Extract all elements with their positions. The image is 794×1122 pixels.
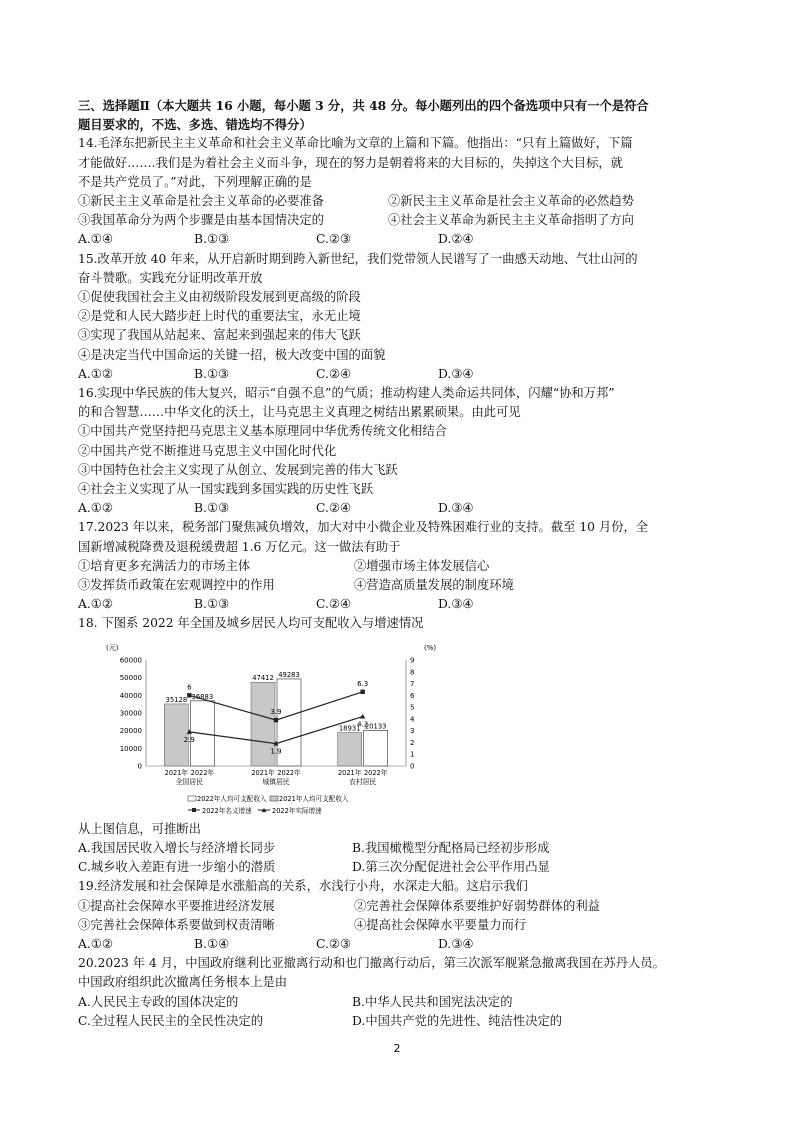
x-year-label-2022: 2022年 [363,768,388,777]
exam-page [78,96,718,1031]
q20-option-c[interactable]: C.全过程人民民主的全民性决定的 [78,1013,264,1028]
q17-statement-1: ①培育更多充满活力的市场主体 [78,558,251,573]
q16-option-b[interactable]: B.①③ [194,501,229,516]
q16-option-d[interactable]: D.③④ [438,501,474,516]
legend-label-nominal: 2022年名义增速 [202,806,252,815]
y2-tick-label: 1 [410,750,415,759]
q18-prompt: 从上图信息，可推断出 [78,821,201,836]
q15-statement-4: ④是决定当代中国命运的关键一招，极大改变中国的面貌 [78,347,386,362]
q19-statements-row-1 [78,897,718,916]
q16-statement-3: ③中国特色社会主义实现了从创立、发展到完善的伟大飞跃 [78,462,398,477]
section-heading-line-2: 题目要求的，不选、多选、错选均不得分） [78,117,312,133]
q17-statement-2: ②增强市场主体发展信心 [354,558,490,573]
q17-option-d[interactable]: D.③④ [438,597,474,612]
q15-option-b[interactable]: B.①③ [194,366,229,381]
bar-2022-income [364,730,388,766]
q20-option-d[interactable]: D.中国共产党的先进性、纯洁性决定的 [352,1013,563,1028]
plot-layer [120,656,415,786]
q19-choices [78,935,718,954]
q16-statement-1: ①中国共产党坚持把马克思主义基本原理同中华优秀传统文化相结合 [78,424,447,439]
nominal-growth-label: 3.9 [270,707,282,716]
q19-statement-1: ①提高社会保障水平要推进经济发展 [78,898,275,913]
real-growth-label: 2.9 [183,735,195,744]
q18-choices-row-2 [78,858,718,877]
y2-tick-label: 3 [410,726,415,735]
y-tick-label: 0 [137,762,142,771]
q17-option-b[interactable]: B.①③ [194,597,229,612]
q16-stem-line-1: 16.实现中华民族的伟大复兴，昭示“自强不息”的气质；推动构建人类命运共同体，闪耀“协和万邦” [78,386,615,401]
q20-stem-line-2: 中国政府组织此次撤离任务根本上是由 [78,975,288,990]
q17-statements-row-2 [78,576,718,595]
x-year-label-2021: 2021年 [164,768,189,777]
x-year-label-2022: 2022年 [190,768,215,777]
legend-label-real: 2022年实际增速 [272,806,322,815]
section-heading-line-1: 三、选择题Ⅱ（本大题共 16 小题，每小题 3 分，共 48 分。每小题列出的四个备选项中只有一个是符合 [78,98,649,113]
y-tick-label: 60000 [119,656,142,665]
x-category-label: 农村居民 [349,777,377,786]
legend-swatch-2022 [188,796,196,801]
q18-stem: 18. 下图系 2022 年全国及城乡居民人均可支配收入与增速情况 [78,616,424,631]
y2-tick-label: 6 [410,691,415,700]
y-tick-label: 10000 [119,744,142,753]
x-year-label-2021: 2021年 [337,768,362,777]
y2-tick-label: 0 [410,762,415,771]
real-growth-label: 4.2 [357,720,369,729]
q20-stem-line-1: 20.2023 年 4 月，中国政府继利比亚撤离行动和也门撤离行动后，第三次派军舰紧急撤离我国在苏丹人员。 [78,956,665,971]
y-tick-label: 30000 [119,709,142,718]
q15-stem-line-1: 15.改革开放 40 年来，从开启新时期到跨入新世纪，我们党带领人民谱写了一曲感天动地、气壮山河的 [78,251,638,266]
q16-option-a[interactable]: A.①② [78,501,113,516]
x-category-label: 全国居民 [175,777,203,786]
q15-option-c[interactable]: C.②④ [316,366,351,381]
page-number: 2 [393,1042,401,1055]
x-category-label: 城镇居民 [262,777,290,786]
y-tick-label: 50000 [119,673,142,682]
x-year-label-2021: 2021年 [251,768,275,777]
q14-option-a[interactable]: A.①④ [78,232,113,247]
q16-stem-line-2: 的和合智慧……中华文化的沃土，让马克思主义真理之树结出累累硕果。由此可见 [78,405,521,420]
q14-statement-2: ②新民主主义革命是社会主义革命的必然趋势 [388,194,634,209]
legend-marker-nominal [192,808,196,812]
y2-tick-label: 8 [410,667,415,676]
nominal-growth-point [187,693,191,697]
q14-statement-3: ③我国革命分为两个步骤是由基本国情决定的 [78,213,324,228]
y2-tick-label: 4 [410,715,415,724]
y-tick-label: 20000 [119,726,142,735]
q14-stem-line-1: 14.毛泽东把新民主主义革命和社会主义革命比喻为文章的上篇和下篇。他指出：“只有上篇做好，下篇 [78,136,633,151]
bar-2022-value-label: 49283 [278,670,300,679]
q20-option-a[interactable]: A.人民民主专政的国体决定的 [78,994,239,1009]
right-axis-unit: (%) [424,643,436,652]
q19-option-c[interactable]: C.②③ [316,936,351,951]
q18-option-c[interactable]: C.城乡收入差距有进一步缩小的潜质 [78,860,276,875]
q17-statements-row-1 [78,557,718,576]
nominal-growth-point [360,689,364,693]
q19-option-a[interactable]: A.①② [78,936,113,951]
q17-statement-3: ③发挥货币政策在宏观调控中的作用 [78,578,275,593]
legend-swatch-2021 [270,796,278,801]
q17-choices [78,595,718,614]
q16-option-c[interactable]: C.②④ [316,501,351,516]
q16-choices [78,499,718,518]
x-year-label-2022: 2022年 [277,768,301,777]
y2-tick-label: 2 [410,738,415,747]
y-tick-label: 40000 [119,691,142,700]
q14-stem-line-3: 不是共产党员了。”对此，下列理解正确的是 [78,174,312,189]
q14-statement-4: ④社会主义革命为新民主主义革命指明了方向 [388,213,634,228]
q17-stem-line-2: 国新增减税降费及退税缓费超 1.6 万亿元。这一做法有助于 [78,539,401,554]
q18-choices-row-1 [78,839,718,858]
legend-label-2021-income: 2021年人均可支配收入 [279,794,349,803]
q15-option-a[interactable]: A.①② [78,366,113,381]
income-chart-svg [96,638,436,818]
bar-2021-value-label: 18931 [338,724,361,733]
q19-stem: 19.经济发展和社会保障是水涨船高的关系，水浅行小舟，水深走大船。这启示我们 [78,879,528,894]
q14-statements-row-2 [78,211,718,230]
q14-stem-line-2: 才能做好.……我们是为着社会主义而斗争，现在的努力是朝着将来的大目标的，失掉这个大目标，就 [78,155,623,170]
nominal-growth-label: 6.3 [357,679,369,688]
q14-statement-1: ①新民主主义革命是社会主义革命的必要准备 [78,194,324,209]
q15-statement-3: ③实现了我国从站起来、富起来到强起来的伟大飞跃 [78,328,361,343]
bar-2021-value-label: 35128 [165,695,188,704]
q19-statements-row-2 [78,916,718,935]
q15-choices [78,365,718,384]
real-growth-label: 1.9 [270,747,282,756]
q20-choices-row-2 [78,1012,718,1031]
q16-statement-4: ④社会主义实现了从一国实践到多国实践的历史性飞跃 [78,482,374,497]
q15-stem-line-2: 奋斗赞歌。实践充分证明改革开放 [78,270,263,285]
income-chart [96,638,436,818]
real-growth-point [360,714,365,719]
q16-statement-2: ②中国共产党不断推进马克思主义中国化时代化 [78,443,337,458]
q14-option-b[interactable]: B.①③ [194,232,229,247]
bar-2022-value-label: 36883 [191,692,214,701]
q17-option-c[interactable]: C.②④ [316,597,351,612]
q19-statement-2: ②完善社会保障体系要维护好弱势群体的利益 [354,898,600,913]
q18-option-d[interactable]: D.第三次分配促进社会公平作用凸显 [352,860,550,875]
y2-tick-label: 9 [410,656,415,665]
nominal-growth-label: 6 [187,683,192,692]
bar-2021-value-label: 47412 [252,673,274,682]
q18-option-b[interactable]: B.我国橄榄型分配格局已经初步形成 [352,840,550,855]
y2-tick-label: 7 [410,679,415,688]
q19-option-d[interactable]: D.③④ [438,936,474,951]
q14-option-d[interactable]: D.②④ [438,232,474,247]
q17-option-a[interactable]: A.①② [78,597,113,612]
left-axis-unit: (元) [106,643,119,652]
q14-choices [78,230,718,249]
q15-statement-1: ①促使我国社会主义由初级阶段发展到更高级的阶段 [78,290,361,305]
q15-statement-2: ②是党和人民大踏步赶上时代的重要法宝，永无止境 [78,309,361,324]
bar-2022-value-label: 20133 [364,722,387,731]
q20-option-b[interactable]: B.中华人民共和国宪法决定的 [352,994,513,1009]
chart-legend [188,794,349,815]
q19-statement-4: ④提高社会保障水平要量力而行 [354,917,527,932]
q17-stem-line-1: 17.2023 年以来，税务部门聚焦减负增效，加大对中小微企业及特殊困难行业的支持。截至 10 月份，全 [78,520,649,535]
q19-option-b[interactable]: B.①④ [194,936,229,951]
q15-option-d[interactable]: D.③④ [438,366,474,381]
legend-label-2022-income: 2022年人均可支配收入 [197,794,267,803]
q20-choices-row-1 [78,993,718,1012]
q14-option-c[interactable]: C.②③ [316,232,351,247]
y2-tick-label: 5 [410,703,415,712]
q14-statements-row-1 [78,192,718,211]
q18-option-a[interactable]: A.我国居民收入增长与经济增长同步 [78,840,276,855]
q19-statement-3: ③完善社会保障体系要做到权责清晰 [78,917,275,932]
q17-statement-4: ④营造高质量发展的制度环境 [354,578,514,593]
bar-2021-income [338,732,362,765]
nominal-growth-point [274,718,278,722]
